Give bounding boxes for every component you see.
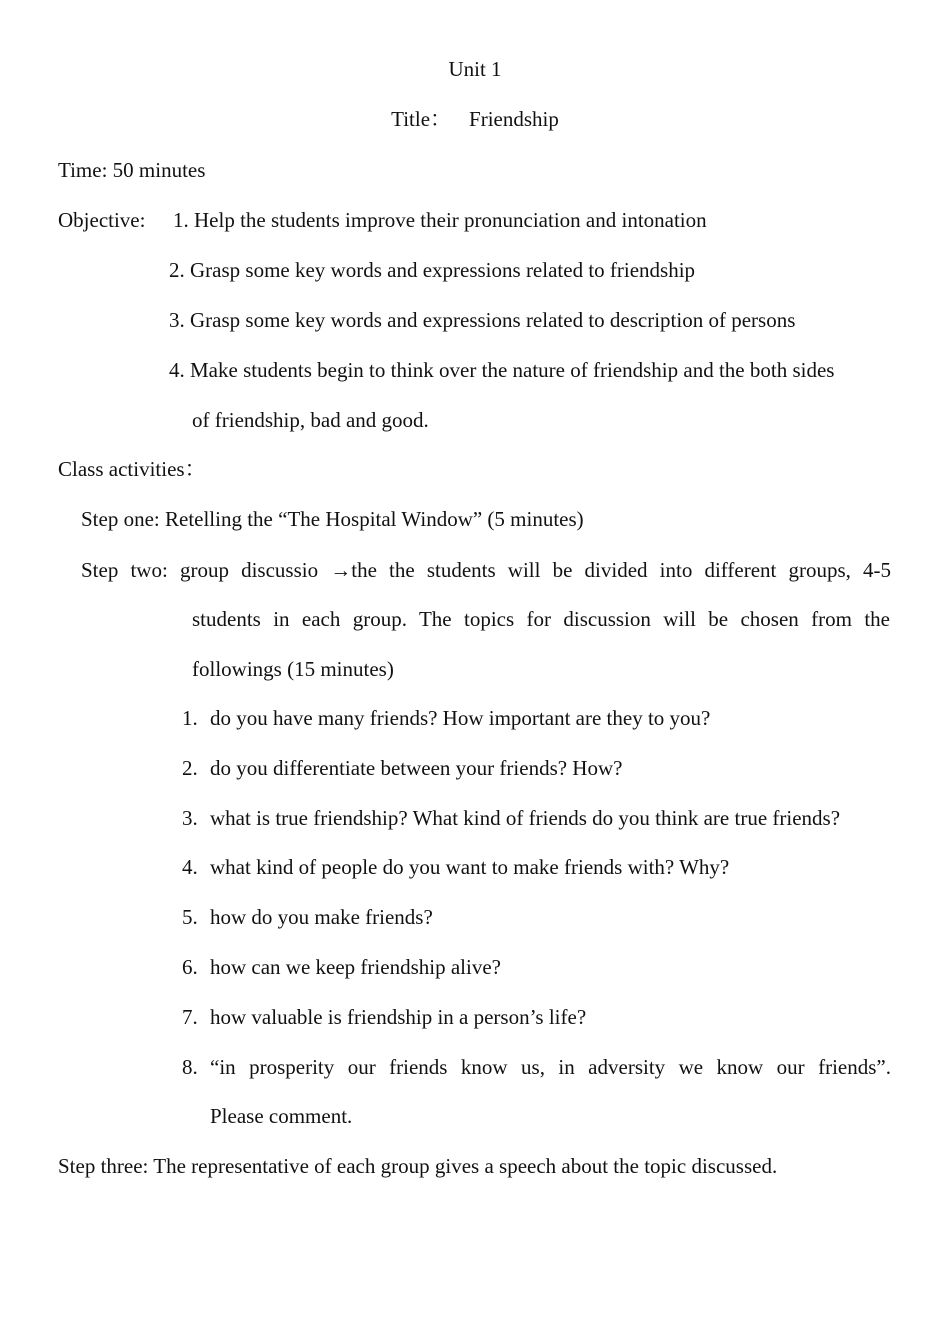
topic-text: do you differentiate between your friends? How? [210, 756, 623, 780]
objective-item-continuation: of friendship, bad and good. [192, 408, 429, 432]
topic-number: 3. [182, 806, 198, 830]
time-line: Time: 50 minutes [58, 158, 206, 182]
topic-number: 2. [182, 756, 198, 780]
title-label: Title： [391, 107, 452, 131]
step-two-rest-text: the students will be divided into different groups, 4-5 [389, 558, 892, 582]
step-three: Step three: The representative of each group gives a speech about the topic discussed. [58, 1154, 778, 1178]
objective-item: 4. Make students begin to think over the nature of friendship and the both sides [169, 358, 835, 382]
topic-text: what kind of people do you want to make friends with? Why? [210, 855, 730, 879]
objective-item: 3. Grasp some key words and expressions related to description of persons [169, 308, 796, 332]
title-value: Friendship [469, 107, 559, 131]
topic-text-continuation: Please comment. [210, 1104, 353, 1128]
unit-heading: Unit 1 [448, 57, 502, 81]
step-two-line1: Step two: group discussio →the the students will be divided into different groups, 4-5 [81, 558, 892, 582]
step-two-group-text: group discussio [179, 558, 319, 582]
topic-text: what is true friendship? What kind of friends do you think are true friends? [210, 806, 841, 830]
topic-number: 7. [182, 1005, 198, 1029]
topic-number: 5. [182, 905, 198, 929]
step-one: Step one: Retelling the “The Hospital Window” (5 minutes) [81, 507, 584, 531]
step-two-line3: followings (15 minutes) [192, 657, 394, 681]
class-activities-label: Class activities： [58, 457, 206, 481]
topic-text: how do you make friends? [210, 905, 433, 929]
topic-number: 1. [182, 706, 198, 730]
topic-number: 4. [182, 855, 198, 879]
arrow-icon: → [330, 558, 352, 582]
objective-item: 1. Help the students improve their pronunciation and intonation [173, 208, 707, 232]
topic-text: “in prosperity our friends know us, in adversity we know our friends”. [210, 1055, 891, 1079]
topic-number: 6. [182, 955, 198, 979]
topic-text: how valuable is friendship in a person’s life? [210, 1005, 587, 1029]
topic-number: 8. [182, 1055, 198, 1079]
objective-item: 2. Grasp some key words and expressions related to friendship [169, 258, 696, 282]
topic-text: do you have many friends? How important are they to you? [210, 706, 711, 730]
topic-text: how can we keep friendship alive? [210, 955, 501, 979]
step-two-label: Step two: [81, 558, 168, 582]
title-line [0, 107, 950, 131]
step-two-line2: students in each group. The topics for discussion will be chosen from the [192, 607, 890, 631]
objective-label: Objective: [58, 208, 146, 232]
